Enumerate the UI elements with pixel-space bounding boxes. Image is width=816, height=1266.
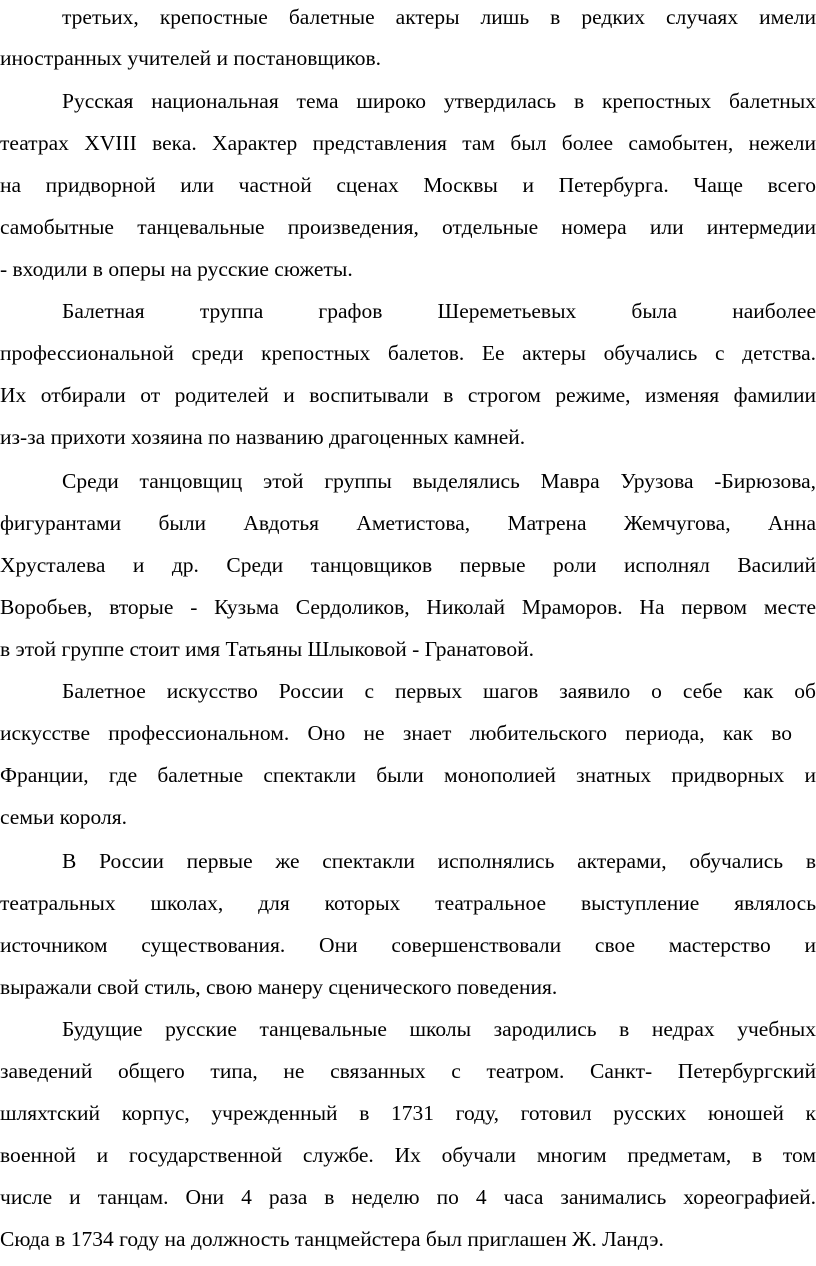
paragraph-line: - входили в оперы на русские сюжеты. <box>0 257 353 281</box>
paragraph-line: Русская национальная тема широко утвердилась в крепостных балетных <box>62 89 816 113</box>
paragraph-line: источником существования. Они совершенствовали свое мастерство и <box>0 933 816 957</box>
paragraph-line: Воробьев, вторые - Кузьма Сердоликов, Николай Мраморов. На первом месте <box>0 595 816 619</box>
paragraph-line: числе и танцам. Они 4 раза в неделю по 4 часа занимались хореографией. <box>0 1185 816 1209</box>
paragraph-line: профессиональной среди крепостных балетов. Ее актеры обучались с детства. <box>0 341 816 365</box>
paragraph-line: заведений общего типа, не связанных с театром. Санкт- Петербургский <box>0 1059 816 1083</box>
paragraph-line: шляхтский корпус, учрежденный в 1731 году, готовил русских юношей к <box>0 1101 816 1125</box>
paragraph-line: военной и государственной службе. Их обучали многим предметам, в том <box>0 1143 816 1167</box>
paragraph-line: семьи короля. <box>0 805 127 829</box>
paragraph-line: Балетная труппа графов Шереметьевых была наиболее <box>62 299 816 323</box>
paragraph-line: из-за прихоти хозяина по названию драгоценных камней. <box>0 425 526 449</box>
paragraph-line: Среди танцовщиц этой группы выделялись Мавра Урузова -Бирюзова, <box>62 469 816 493</box>
paragraph-line: Сюда в 1734 году на должность танцмейстера был приглашен Ж. Ландэ. <box>0 1227 664 1251</box>
paragraph-line: Хрусталева и др. Среди танцовщиков первые роли исполнял Василий <box>0 553 816 577</box>
paragraph-line: театральных школах, для которых театральное выступление являлось <box>0 891 816 915</box>
paragraph-line: на придворной или частной сценах Москвы и Петербурга. Чаще всего <box>0 173 816 197</box>
paragraph-line: в этой группе стоит имя Татьяны Шлыковой - Гранатовой. <box>0 637 535 661</box>
paragraph-line: Будущие русские танцевальные школы зародились в недрах учебных <box>62 1017 816 1041</box>
paragraph-line: третьих, крепостные балетные актеры лишь в редких случаях имели <box>62 5 816 29</box>
paragraph-line: выражали свой стиль, свою манеру сценического поведения. <box>0 975 558 999</box>
paragraph-line: Их отбирали от родителей и воспитывали в строгом режиме, изменяя фамилии <box>0 383 816 407</box>
paragraph-line: В России первые же спектакли исполнялись актерами, обучались в <box>62 849 816 873</box>
paragraph-line: иностранных учителей и постановщиков. <box>0 46 382 70</box>
paragraph-line: Франции, где балетные спектакли были монополией знатных придворных и <box>0 763 816 787</box>
paragraph-line: искусстве профессиональном. Оно не знает любительского периода, как во <box>0 721 792 745</box>
paragraph-line: фигурантами были Авдотья Аметистова, Матрена Жемчугова, Анна <box>0 511 816 535</box>
paragraph-line: самобытные танцевальные произведения, отдельные номера или интермедии <box>0 215 816 239</box>
paragraph-line: театрах XVIII века. Характер представления там был более самобытен, нежели <box>0 131 816 155</box>
paragraph-line: Балетное искусство России с первых шагов заявило о себе как об <box>62 679 816 703</box>
